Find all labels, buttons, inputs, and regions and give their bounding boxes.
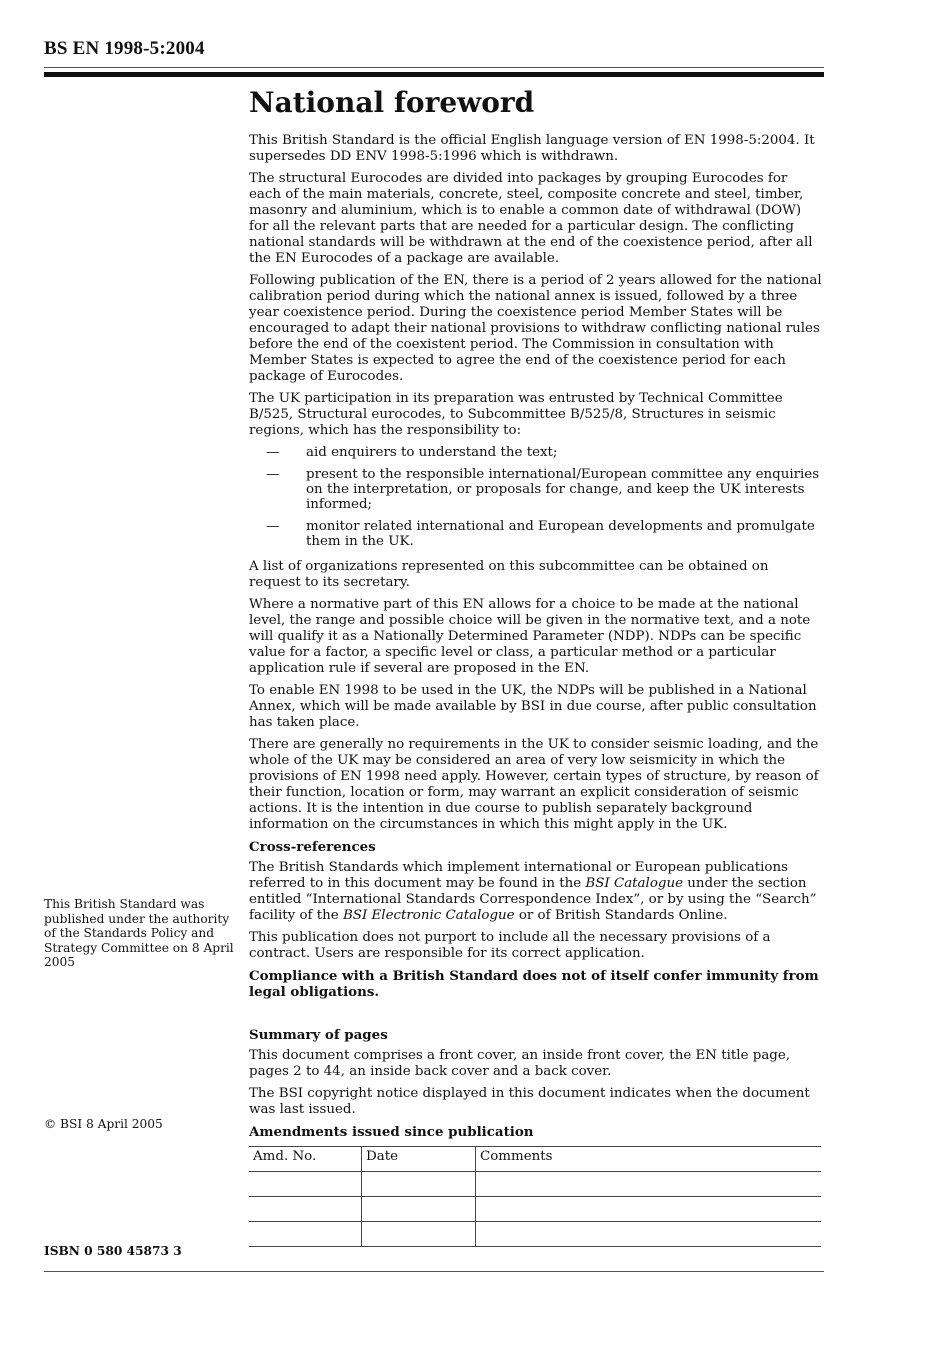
amendments-heading: Amendments issued since publication — [249, 1124, 534, 1140]
publication-authority-note: This British Standard was published under the authority of the Standards Policy and Strategy Committee on 8 April 2005 — [44, 897, 234, 970]
table-row — [249, 1197, 821, 1222]
summary-of-pages-heading: Summary of pages — [249, 1027, 388, 1043]
table-header-row — [249, 1147, 821, 1172]
dash-bullet: — — [266, 467, 280, 482]
document-code: BS EN 1998-5:2004 — [44, 38, 205, 59]
paragraph-calibration-period: Following publication of the EN, there is a period of 2 years allowed for the national calibration period during which the national annex is issued, followed by a three year coexistence period. During the coexistence period Member States will be encouraged to adapt their national provisions to withdraw conflicting national rules before the end of the coexistent period. The Commission in consultation with Member States is expected to agree the end of the coexistence period for each package of Eurocodes. — [249, 273, 822, 384]
main-content — [249, 133, 823, 1247]
column-header-comments: Comments — [476, 1147, 822, 1172]
table-row — [249, 1172, 821, 1197]
bsi-catalogue-title: BSI Catalogue — [585, 876, 684, 891]
paragraph-summary-pages: This document comprises a front cover, an inside front cover, the EN title page, pages 2 to 44, an inside back cover and a back cover. — [249, 1048, 791, 1079]
paragraph-uk-participation: The UK participation in its preparation was entrusted by Technical Committee B/525, Structural eurocodes, to Subcommittee B/525/8, Structures in seismic regions, which has the responsibility to: — [249, 391, 783, 438]
paragraph-cross-references: The British Standards which implement international or European publications referred to in this document may be found in the BSI Catalogue under the section entitled “International Standards Correspondence Index”, or by using the “Search” facility of the BSI Electronic Catalogue or of British Standards Online. — [249, 860, 817, 923]
column-header-amd-no: Amd. No. — [249, 1147, 362, 1172]
list-item — [249, 445, 823, 460]
header-rule-thick — [44, 72, 824, 77]
bsi-electronic-catalogue-title: BSI Electronic Catalogue — [342, 908, 515, 923]
paragraph-ndp: Where a normative part of this EN allows for a choice to be made at the national level, the range and possible choice will be given in the normative text, and a note will qualify it as a Nationally Determined Parameter (NDP). NDPs can be specific value for a factor, a specific level or class, a particular method or a particular application rule if several are proposed in the EN. — [249, 597, 811, 676]
table-row — [249, 1222, 821, 1247]
list-item-text: aid enquirers to understand the text; — [306, 445, 558, 460]
header-rule-thin — [44, 67, 824, 68]
list-item-text: present to the responsible international/European committee any enquiries on the interpretation, or proposals for change, and keep the UK interests informed; — [306, 467, 820, 512]
list-item-text: monitor related international and European developments and promulgate them in the UK. — [306, 519, 815, 549]
paragraph-national-annex: To enable EN 1998 to be used in the UK, the NDPs will be published in a National Annex, which will be made available by BSI in due course, after public consultation has taken place. — [249, 683, 817, 730]
paragraph-eurocode-packages: The structural Eurocodes are divided into packages by grouping Eurocodes for each of the main materials, concrete, steel, composite concrete and steel, timber, masonry and aluminium, which is to enable a common date of withdrawal (DOW) for all the relevant parts that are needed for a particular design. The conflicting national standards will be withdrawn at the end of the coexistence period, after all the EN Eurocodes of a package are available. — [249, 171, 813, 266]
compliance-statement: Compliance with a British Standard does not of itself confer immunity from legal obligations. — [249, 968, 819, 1000]
isbn-number: ISBN 0 580 45873 3 — [44, 1244, 182, 1258]
paragraph-contract-provisions: This publication does not purport to include all the necessary provisions of a contract. Users are responsible for its correct application. — [249, 930, 771, 961]
responsibility-list — [249, 445, 823, 549]
column-header-date: Date — [362, 1147, 476, 1172]
copyright-line: © BSI 8 April 2005 — [44, 1117, 163, 1131]
list-item — [249, 467, 823, 512]
footer-rule — [44, 1271, 824, 1272]
cross-references-heading: Cross-references — [249, 839, 376, 855]
dash-bullet: — — [266, 445, 280, 460]
amendments-table — [249, 1146, 821, 1247]
paragraph-copyright-notice: The BSI copyright notice displayed in this document indicates when the document was last issued. — [249, 1086, 810, 1117]
page-title: National foreword — [249, 86, 535, 119]
paragraph-supersedes: This British Standard is the official English language version of EN 1998-5:2004. It supersedes DD ENV 1998-5:1996 which is withdrawn. — [249, 133, 815, 164]
list-item — [249, 519, 823, 549]
paragraph-organizations: A list of organizations represented on this subcommittee can be obtained on request to its secretary. — [249, 559, 769, 590]
paragraph-seismic-loading: There are generally no requirements in the UK to consider seismic loading, and the whole of the UK may be considered an area of very low seismicity in which the provisions of EN 1998 need apply. However, certain types of structure, by reason of their function, location or form, may warrant an explicit consideration of seismic actions. It is the intention in due course to publish separately background information on the circumstances in which this might apply in the UK. — [249, 737, 819, 832]
dash-bullet: — — [266, 519, 280, 534]
